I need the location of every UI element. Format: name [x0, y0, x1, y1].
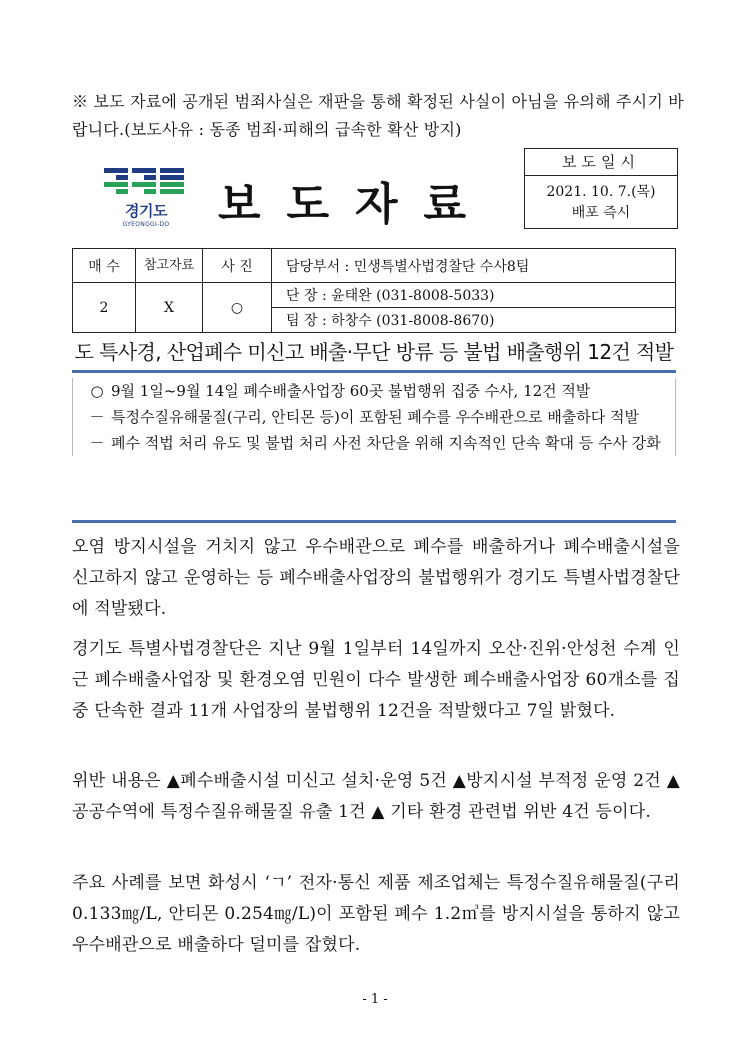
body-paragraph: 주요 사례를 보면 화성시 ‘ㄱ’ 전자·통신 제품 제조업체는 특정수질유해물질(구리 0.133㎎/L, 안티몬 0.254㎎/L)이 포함된 폐수 1.2㎥를 방지시설을 통하지 않고 우수배관으로 배출하다 덜미를 잡혔다. — [72, 873, 680, 955]
release-timing: 배포 즉시 — [571, 205, 631, 221]
logo-subtitle: GYEONGGI-DO — [122, 221, 170, 228]
summary-bullet: － — [89, 434, 105, 452]
reference-value: X — [136, 283, 203, 333]
logo-bar-3 — [160, 168, 184, 196]
logo-mark — [104, 168, 188, 196]
logo-name: 경기도 — [125, 202, 167, 220]
release-heading: 보도일시 — [525, 149, 677, 176]
summary-text: 폐수 적법 처리 유도 및 불법 처리 사전 차단을 위해 지속적인 단속 확대 등 수사 강화 — [111, 434, 661, 452]
department: 담당부서 : 민생특별사법경찰단 수사8팀 — [272, 249, 676, 283]
body-paragraph: 위반 내용은 ▲폐수배출시설 미신고 설치·운영 5건 ▲방지시설 부적정 운영 2건 ▲공공수역에 특정수질유해물질 유출 1건 ▲ 기타 환경 관련법 위반 4건 등이다. — [72, 771, 680, 822]
logo-bar-2 — [132, 168, 156, 196]
photo-value: ○ — [203, 283, 272, 333]
pages-value: 2 — [73, 283, 136, 333]
headline-rule-top — [72, 370, 676, 373]
contact-director: 단 장 : 윤태완 (031-8008-5033) — [272, 283, 676, 308]
pages-label: 매 수 — [73, 249, 136, 283]
summary-text: 9월 1일~9월 14일 폐수배출사업장 60곳 불법행위 집중 수사, 12건 적발 — [111, 382, 591, 400]
page-number: - 1 - — [362, 992, 388, 1007]
summary-rule-bottom — [72, 520, 676, 523]
summary-box — [72, 378, 676, 456]
summary-bullet: － — [89, 408, 105, 426]
release-date-box — [524, 148, 678, 229]
photo-label: 사 진 — [203, 249, 272, 283]
reference-label: 참고자료 — [136, 249, 203, 283]
contact-team-leader: 팀 장 : 하창수 (031-8008-8670) — [272, 308, 676, 333]
summary-item — [83, 378, 665, 404]
summary-bullet: ○ — [90, 382, 104, 400]
info-table — [72, 248, 676, 333]
logo-bar-1 — [104, 168, 128, 196]
body-paragraph: 경기도 특별사법경찰단은 지난 9월 1일부터 14일까지 오산·진위·안성천 수계 인근 폐수배출사업장 및 환경오염 민원이 다수 발생한 폐수배출사업장 60개소를 집중 단속한 결과 11개 사업장의 불법행위 12건을 적발했다고 7일 밝혔다. — [72, 639, 680, 721]
gyeonggi-logo — [104, 168, 188, 242]
release-date: 2021. 10. 7.(목) — [546, 184, 656, 200]
document-title: 보도자료 — [218, 179, 493, 230]
summary-item — [83, 404, 665, 430]
summary-item — [83, 430, 665, 456]
disclaimer-notice: ※ 보도 자료에 공개된 범죄사실은 재판을 통해 확정된 사실이 아님을 유의해 주시기 바랍니다.(보도사유 : 동종 범죄·피해의 급속한 확산 방지) — [72, 92, 684, 139]
body-paragraph: 오염 방지시설을 거치지 않고 우수배관으로 폐수를 배출하거나 폐수배출시설을 신고하지 않고 운영하는 등 폐수배출사업장의 불법행위가 경기도 특별사법경찰단에 적발됐다. — [72, 537, 680, 619]
headline: 도 특사경, 산업폐수 미신고 배출·무단 방류 등 불법 배출행위 12건 적발 — [74, 340, 674, 364]
summary-text: 특정수질유해물질(구리, 안티몬 등)이 포함된 폐수를 우수배관으로 배출하다 적발 — [111, 408, 640, 426]
